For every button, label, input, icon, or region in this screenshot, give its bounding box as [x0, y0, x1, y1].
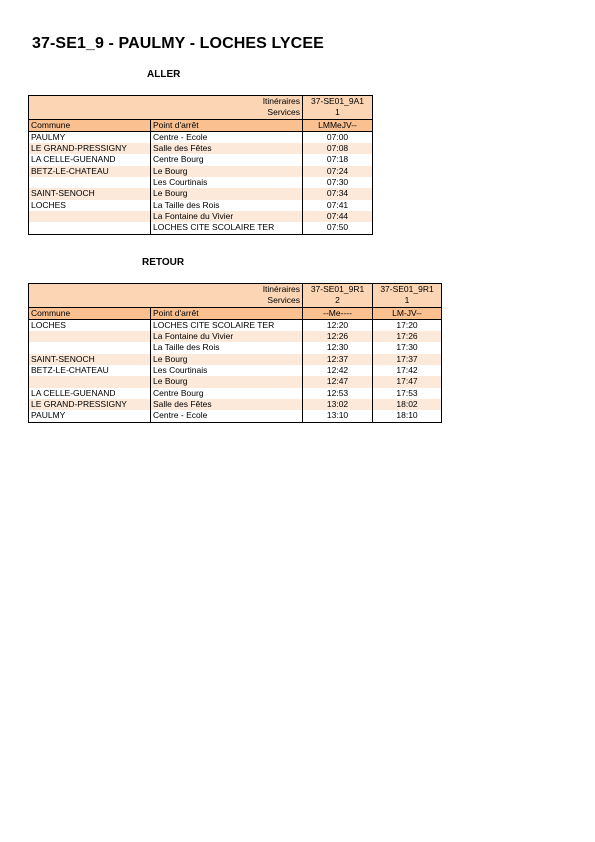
arret-cell: La Fontaine du Vivier	[151, 211, 303, 222]
commune-cell: LA CELLE-GUENAND	[29, 388, 151, 399]
itineraires-row	[29, 284, 442, 296]
arret-cell: Les Courtinais	[151, 365, 303, 376]
time-cell: 07:00	[303, 131, 373, 143]
arret-cell: La Fontaine du Vivier	[151, 331, 303, 342]
service-itineraire: 37-SE01_9A1	[303, 96, 373, 108]
arret-cell: Salle des Fêtes	[151, 143, 303, 154]
time-cell: 17:47	[373, 376, 442, 387]
arret-cell: LOCHES CITE SCOLAIRE TER	[151, 319, 303, 331]
time-cell: 17:20	[373, 319, 442, 331]
time-cell: 07:50	[303, 222, 373, 234]
time-cell: 07:24	[303, 166, 373, 177]
arret-header: Point d'arrêt	[151, 307, 303, 319]
time-cell: 07:30	[303, 177, 373, 188]
table-row	[29, 319, 442, 331]
commune-cell: BETZ-LE-CHATEAU	[29, 166, 151, 177]
service-days: --Me----	[303, 307, 373, 319]
table-row	[29, 388, 442, 399]
page-title: 37-SE1_9 - PAULMY - LOCHES LYCEE	[32, 35, 324, 52]
aller-label: ALLER	[147, 69, 181, 80]
commune-cell: PAULMY	[29, 410, 151, 422]
time-cell: 17:37	[373, 354, 442, 365]
arret-cell: La Taille des Rois	[151, 200, 303, 211]
service-days: LMMeJV--	[303, 119, 373, 131]
arret-header: Point d'arrêt	[151, 119, 303, 131]
aller-timetable	[28, 95, 373, 235]
time-cell: 13:10	[303, 410, 373, 422]
time-cell: 12:47	[303, 376, 373, 387]
commune-cell: LOCHES	[29, 319, 151, 331]
itineraires-row	[29, 96, 373, 108]
arret-cell: Le Bourg	[151, 354, 303, 365]
arret-cell: Les Courtinais	[151, 177, 303, 188]
time-cell: 12:26	[303, 331, 373, 342]
service-itineraire: 37-SE01_9R1	[303, 284, 373, 296]
column-header-row	[29, 307, 442, 319]
commune-header: Commune	[29, 119, 151, 131]
time-cell: 12:37	[303, 354, 373, 365]
arret-cell: La Taille des Rois	[151, 342, 303, 353]
table-row	[29, 177, 373, 188]
services-row	[29, 295, 442, 307]
commune-cell	[29, 376, 151, 387]
service-days: LM-JV--	[373, 307, 442, 319]
table-row	[29, 131, 373, 143]
time-cell: 07:18	[303, 154, 373, 165]
time-cell: 18:10	[373, 410, 442, 422]
commune-header: Commune	[29, 307, 151, 319]
itineraires-label: Itinéraires	[29, 96, 303, 108]
itineraires-label: Itinéraires	[29, 284, 303, 296]
arret-cell: Centre - Ecole	[151, 131, 303, 143]
service-number: 1	[373, 295, 442, 307]
time-cell: 07:41	[303, 200, 373, 211]
retour-label: RETOUR	[142, 257, 185, 268]
table-row	[29, 166, 373, 177]
time-cell: 12:20	[303, 319, 373, 331]
commune-cell: LE GRAND-PRESSIGNY	[29, 143, 151, 154]
time-cell: 17:26	[373, 331, 442, 342]
table-row	[29, 200, 373, 211]
arret-cell: Le Bourg	[151, 376, 303, 387]
commune-cell: LA CELLE-GUENAND	[29, 154, 151, 165]
time-cell: 17:30	[373, 342, 442, 353]
commune-cell	[29, 211, 151, 222]
commune-cell	[29, 331, 151, 342]
table-row	[29, 143, 373, 154]
table-row	[29, 331, 442, 342]
commune-cell: BETZ-LE-CHATEAU	[29, 365, 151, 376]
commune-cell: LOCHES	[29, 200, 151, 211]
arret-cell: Centre Bourg	[151, 154, 303, 165]
service-number: 1	[303, 107, 373, 119]
table-row	[29, 188, 373, 199]
time-cell: 07:44	[303, 211, 373, 222]
commune-cell	[29, 222, 151, 234]
table-row	[29, 399, 442, 410]
arret-cell: LOCHES CITE SCOLAIRE TER	[151, 222, 303, 234]
services-label: Services	[29, 295, 303, 307]
arret-cell: Centre Bourg	[151, 388, 303, 399]
retour-timetable	[28, 283, 442, 423]
commune-cell: LE GRAND-PRESSIGNY	[29, 399, 151, 410]
service-itineraire: 37-SE01_9R1	[373, 284, 442, 296]
time-cell: 12:42	[303, 365, 373, 376]
commune-cell: SAINT-SENOCH	[29, 354, 151, 365]
commune-cell: SAINT-SENOCH	[29, 188, 151, 199]
commune-cell: PAULMY	[29, 131, 151, 143]
table-row	[29, 342, 442, 353]
table-row	[29, 222, 373, 234]
services-label: Services	[29, 107, 303, 119]
commune-cell	[29, 342, 151, 353]
table-row	[29, 376, 442, 387]
table-row	[29, 154, 373, 165]
commune-cell	[29, 177, 151, 188]
column-header-row	[29, 119, 373, 131]
time-cell: 13:02	[303, 399, 373, 410]
services-row	[29, 107, 373, 119]
table-row	[29, 410, 442, 422]
arret-cell: Le Bourg	[151, 188, 303, 199]
table-row	[29, 354, 442, 365]
time-cell: 07:08	[303, 143, 373, 154]
arret-cell: Salle des Fêtes	[151, 399, 303, 410]
time-cell: 12:30	[303, 342, 373, 353]
arret-cell: Centre - Ecole	[151, 410, 303, 422]
time-cell: 07:34	[303, 188, 373, 199]
arret-cell: Le Bourg	[151, 166, 303, 177]
time-cell: 12:53	[303, 388, 373, 399]
time-cell: 18:02	[373, 399, 442, 410]
table-row	[29, 365, 442, 376]
service-number: 2	[303, 295, 373, 307]
time-cell: 17:42	[373, 365, 442, 376]
table-row	[29, 211, 373, 222]
time-cell: 17:53	[373, 388, 442, 399]
